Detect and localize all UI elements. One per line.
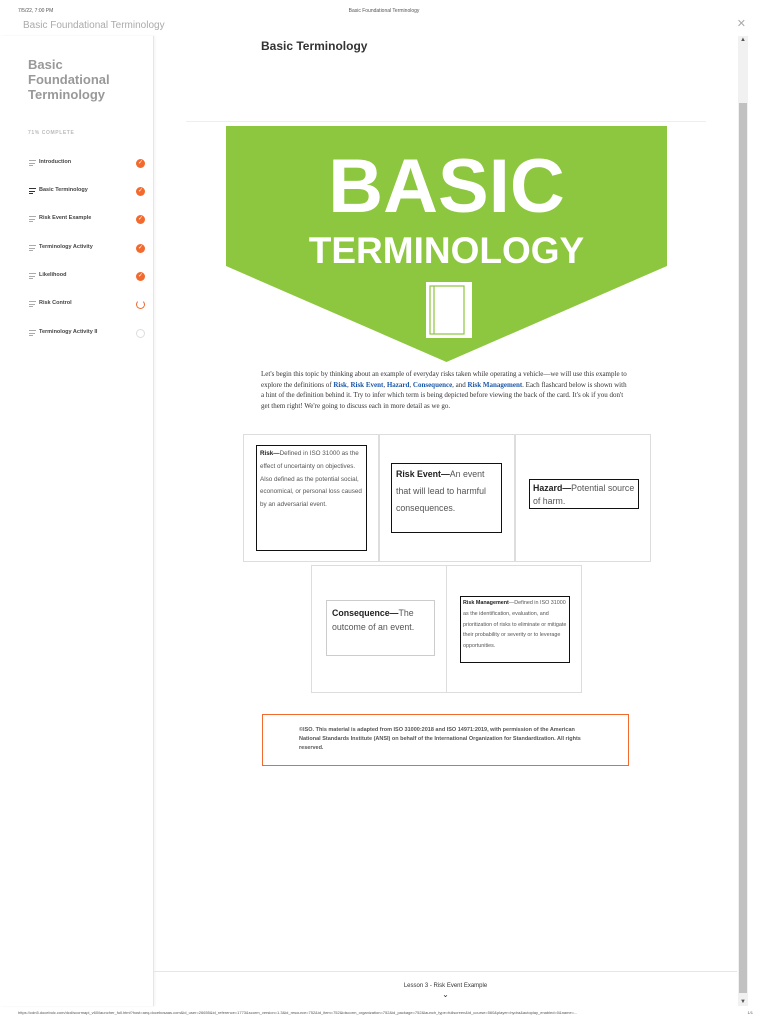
print-title: Basic Foundational Terminology bbox=[348, 8, 420, 14]
link-risk-management[interactable]: Risk Management bbox=[467, 380, 523, 389]
print-page-number: 1/1 bbox=[747, 1010, 753, 1015]
lesson-lines-icon bbox=[29, 245, 36, 253]
flashcard-face bbox=[326, 600, 435, 656]
sidebar-item-terminology-activity[interactable] bbox=[0, 242, 153, 256]
scrollbar-thumb[interactable] bbox=[739, 103, 747, 993]
hero-banner bbox=[226, 126, 667, 362]
banner-line1: BASIC bbox=[328, 144, 565, 229]
check-icon: ✓ bbox=[137, 216, 144, 222]
lesson-lines-icon bbox=[29, 330, 36, 338]
flashcard-definition: —Defined in ISO 31000 as the identification, evaluation, and prioritization of risks to eliminate or mitigate their probability or severity or to leverage opportunities. bbox=[463, 600, 567, 650]
lesson-label: Risk Event Example bbox=[39, 215, 92, 221]
flashcard-face bbox=[256, 445, 367, 551]
sidebar-course-title: Basic Foundational Terminology bbox=[28, 57, 110, 102]
lesson-label: Introduction bbox=[39, 159, 72, 165]
scroll-up-icon[interactable]: ▲ bbox=[740, 37, 746, 43]
lesson-footer bbox=[154, 971, 737, 1007]
flashcard-risk-event[interactable] bbox=[379, 434, 515, 562]
copyright-notice: ©ISO. This material is adapted from ISO 31000:2018 and ISO 14971:2019, with permission of the American National Standards Institute (ANSI) on behalf of the International Organization for Standardization. All rights reserved. bbox=[262, 714, 629, 766]
empty-circle-icon bbox=[136, 329, 145, 338]
print-footer bbox=[18, 1010, 753, 1015]
lesson-label: Basic Terminology bbox=[39, 187, 88, 193]
flashcard-face bbox=[529, 479, 639, 509]
course-title: Basic Foundational Terminology bbox=[23, 20, 165, 31]
lesson-label: Terminology Activity II bbox=[39, 329, 98, 335]
lesson-lines-icon bbox=[29, 188, 36, 196]
lesson-lines-icon bbox=[29, 273, 36, 281]
flashcard-definition: Defined in ISO 31000 as the effect of uncertainty on objectives. Also defined as the potential social, economical, or personal loss caused by an adversarial event. bbox=[260, 450, 362, 509]
sidebar bbox=[0, 36, 154, 1006]
sidebar-item-introduction[interactable] bbox=[0, 157, 153, 171]
link-hazard[interactable]: Hazard bbox=[386, 380, 410, 389]
lesson-label: Risk Control bbox=[39, 300, 72, 306]
book-icon bbox=[426, 282, 472, 338]
print-datetime: 7/5/22, 7:00 PM bbox=[18, 8, 54, 14]
close-icon[interactable]: ✕ bbox=[736, 18, 746, 30]
sidebar-item-basic-terminology[interactable] bbox=[0, 185, 153, 199]
lesson-lines-icon bbox=[29, 216, 36, 224]
check-icon: ✓ bbox=[137, 160, 144, 166]
sidebar-item-risk-event-example[interactable] bbox=[0, 213, 153, 227]
sidebar-item-likelihood[interactable] bbox=[0, 270, 153, 284]
banner-line2: TERMINOLOGY bbox=[308, 230, 585, 271]
check-icon: ✓ bbox=[137, 273, 144, 279]
lesson-lines-icon bbox=[29, 301, 36, 309]
flashcard-risk-management[interactable] bbox=[446, 565, 582, 693]
sidebar-item-terminology-activity-ii[interactable] bbox=[0, 327, 153, 341]
scroll-down-icon[interactable]: ▼ bbox=[740, 999, 746, 1005]
chevron-down-icon[interactable]: ⌄ bbox=[442, 990, 449, 999]
flashcard-hazard[interactable] bbox=[515, 434, 651, 562]
link-risk-event[interactable]: Risk Event bbox=[350, 380, 384, 389]
print-url: https://cdn5.docebolc.com/dcd/scormapi_v60/launcher_full.html?host=aeq.docebosaas.com&id_user=26655&id_reference=1773&scorm_version=1.3&id_resource=752&id_item=752&idscorm_organization=752&id_package=752&launch_type=fullscreen&id_course=560&player=hydra&autoplay_enabled=0&name=... bbox=[18, 1010, 578, 1015]
lesson-content bbox=[154, 36, 737, 1006]
lesson-lines-icon bbox=[29, 160, 36, 168]
divider bbox=[186, 121, 706, 122]
lesson-label: Likelihood bbox=[39, 272, 67, 278]
intro-paragraph: Let's begin this topic by thinking about an example of everyday risks taken while operating a vehicle—we will use this example to explore the definitions of Risk, Risk Event, Hazard, Consequence, and Risk Management. Each flashcard below is shown with a hint of the definition behind it. Try to infer which term is being depicted before viewing the back of the card. It's ok if you don't get them right! We're going to discuss each in more detail as we go. bbox=[261, 370, 627, 410]
flashcard-term: Hazard— bbox=[533, 483, 572, 493]
flashcard-definition: The outcome of an event. bbox=[332, 608, 415, 632]
flashcard-risk[interactable] bbox=[243, 434, 379, 562]
lesson-title: Basic Terminology bbox=[261, 39, 368, 53]
progress-ring-icon bbox=[136, 300, 145, 309]
flashcard-term: Risk Event— bbox=[396, 469, 450, 479]
flashcard-face bbox=[460, 596, 570, 663]
flashcard-definition: Potential source of harm. bbox=[533, 483, 635, 506]
flashcard-term: Risk— bbox=[260, 450, 280, 457]
flashcard-term: Risk Management bbox=[463, 600, 509, 606]
progress-label: 71% COMPLETE bbox=[28, 130, 75, 136]
flashcard-face bbox=[391, 463, 502, 533]
check-icon: ✓ bbox=[137, 188, 144, 194]
link-consequence[interactable]: Consequence bbox=[412, 380, 453, 389]
link-risk[interactable]: Risk bbox=[333, 380, 347, 389]
lesson-label: Terminology Activity bbox=[39, 244, 93, 250]
flashcard-term: Consequence— bbox=[332, 608, 399, 618]
sidebar-item-risk-control[interactable] bbox=[0, 298, 153, 312]
flashcard-definition: An event that will lead to harmful consequences. bbox=[396, 469, 486, 513]
scrollbar[interactable] bbox=[738, 36, 748, 1006]
check-icon: ✓ bbox=[137, 245, 144, 251]
flashcard-consequence[interactable] bbox=[311, 565, 447, 693]
next-lesson-link[interactable]: Lesson 3 - Risk Event Example bbox=[403, 983, 488, 989]
